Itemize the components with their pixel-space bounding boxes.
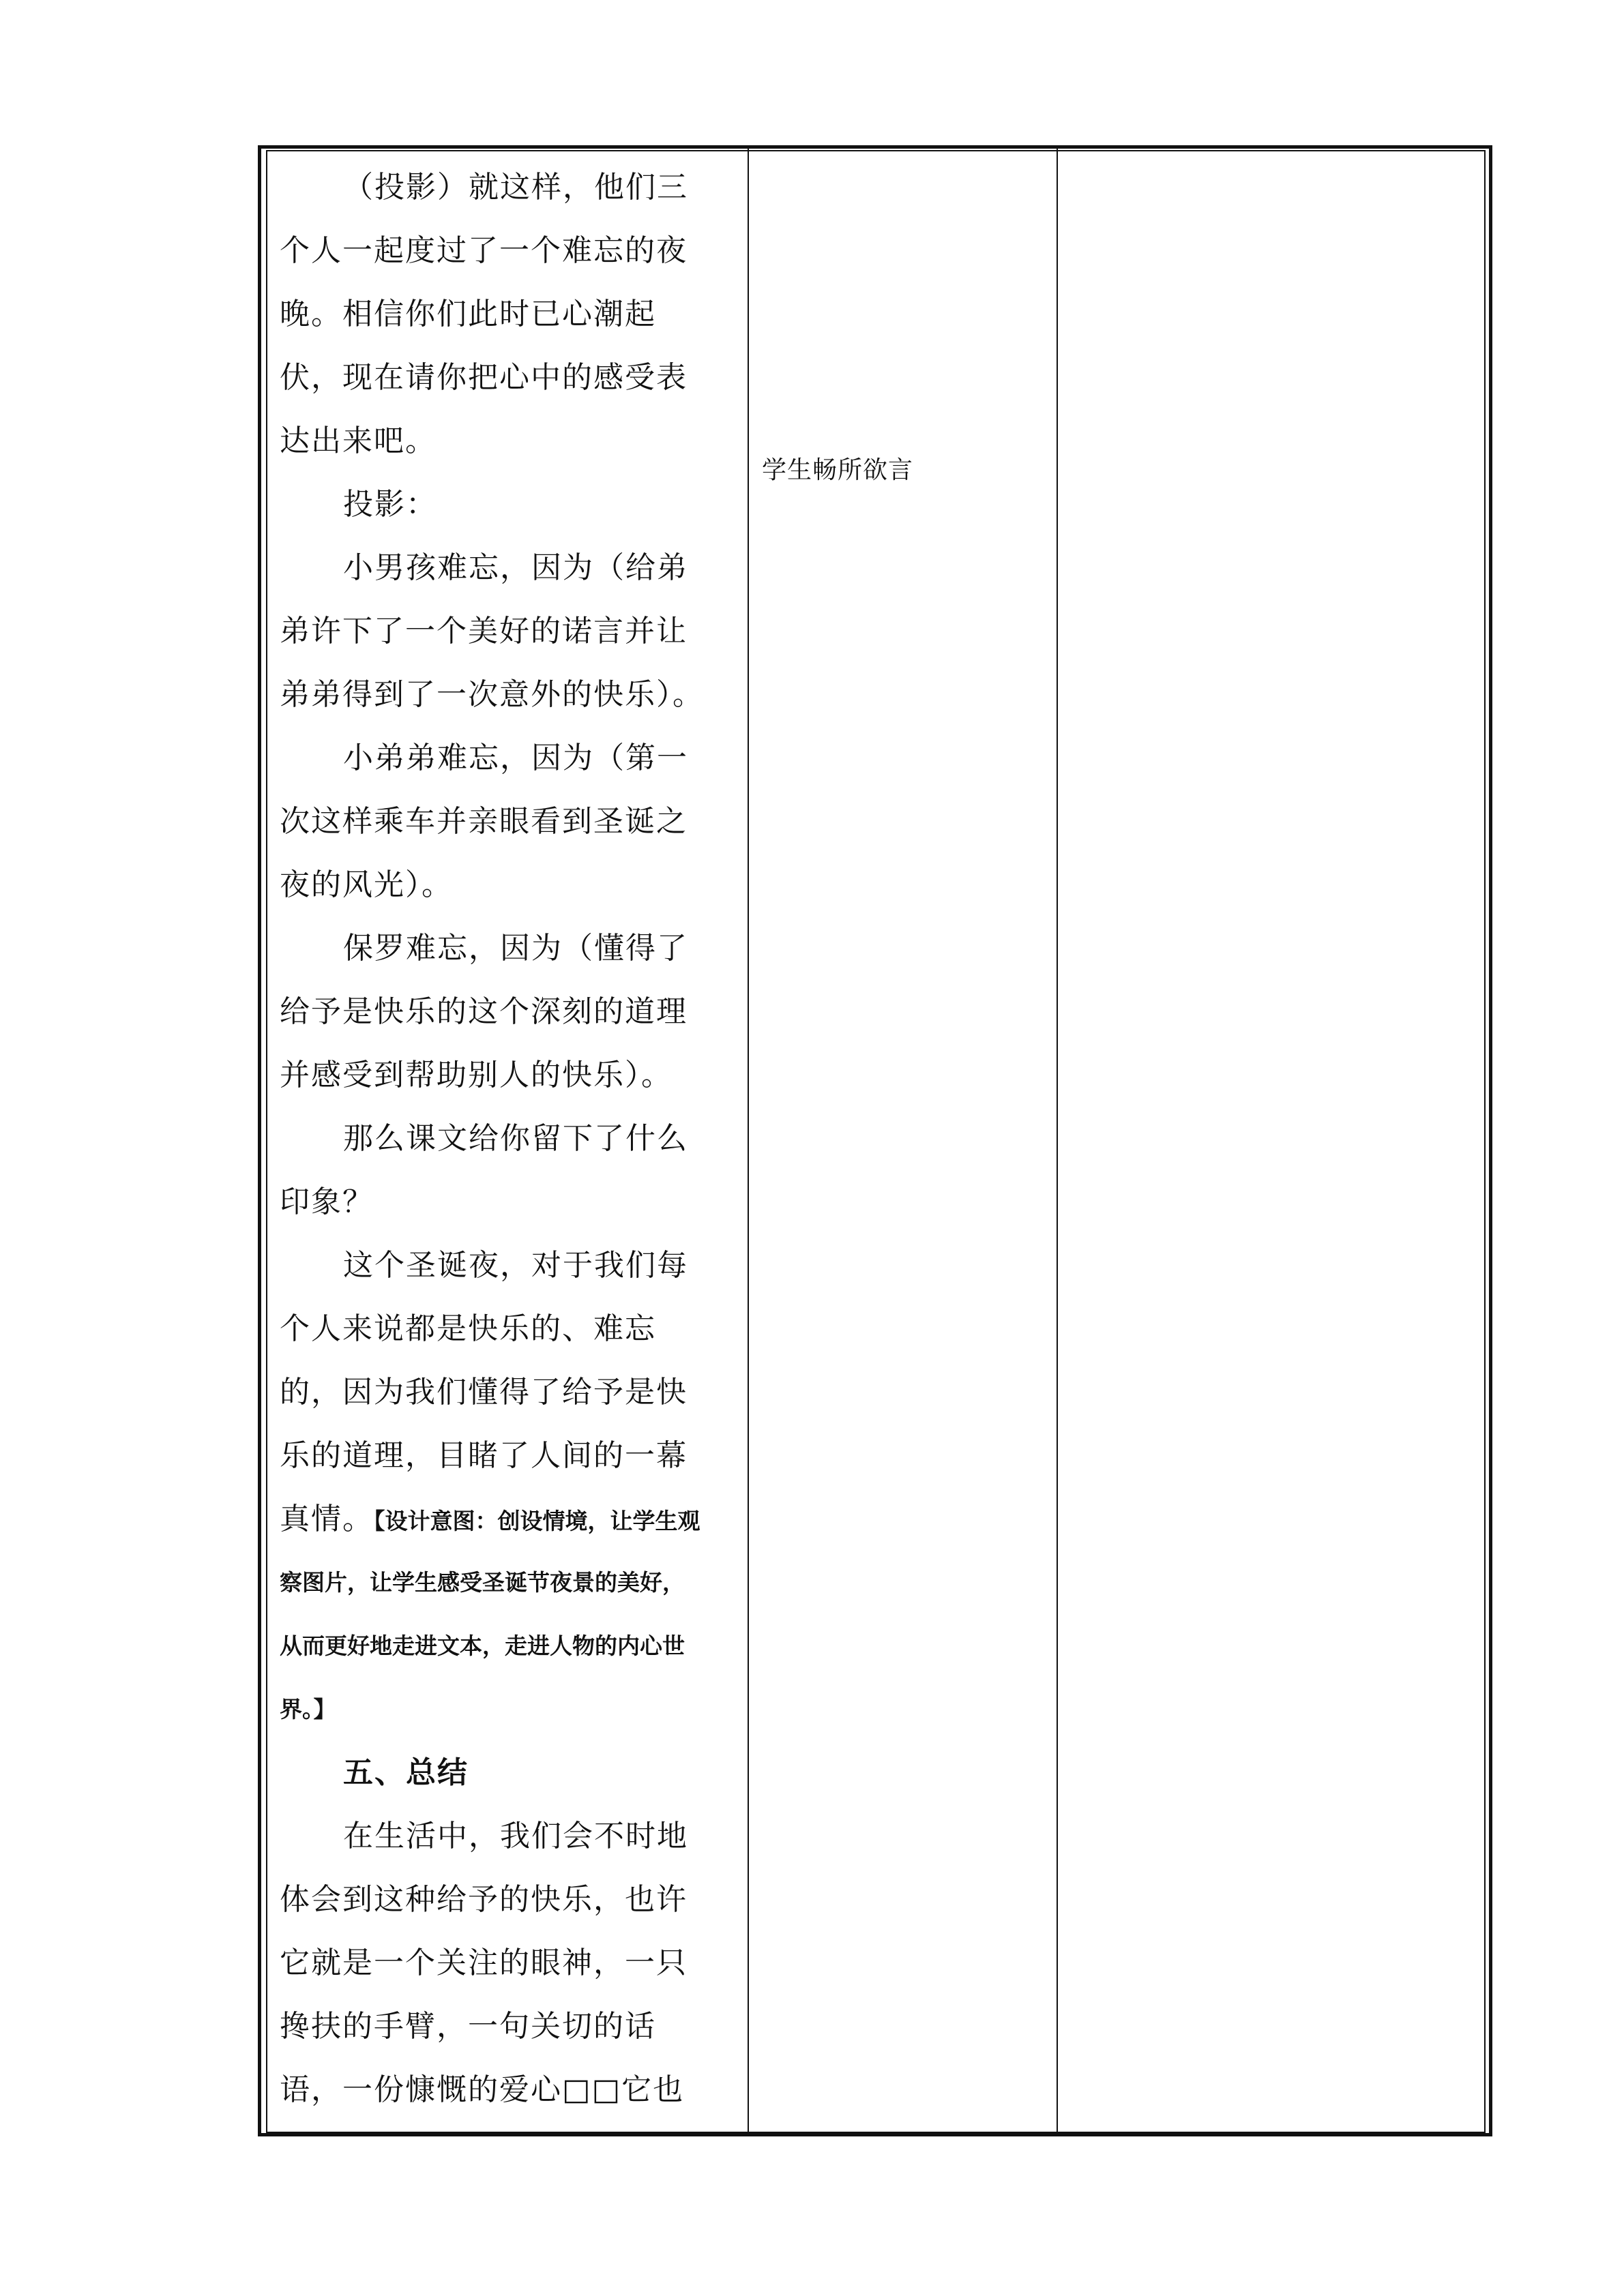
text-line: 乐的道理，目睹了人间的一幕 bbox=[280, 1438, 688, 1473]
text-line: 并感受到帮助别人的快乐）。 bbox=[280, 1058, 673, 1092]
design-intent-note: 【设计意图：创设情境，让学生观 bbox=[374, 1508, 700, 1534]
text-line: 印象？ bbox=[280, 1184, 374, 1219]
text-line: 体会到这种给予的快乐，也许 bbox=[280, 1882, 688, 1917]
text-line: 弟弟得到了一次意外的快乐）。 bbox=[280, 677, 704, 712]
text-line: （投影）就这样，他们三 bbox=[343, 170, 688, 205]
design-intent-note: 从而更好地走进文本，走进人物的内心世 bbox=[280, 1632, 685, 1659]
column-divider-1 bbox=[748, 145, 749, 2136]
text-line: 语，一份慷慨的爱心□□它也 bbox=[280, 2072, 685, 2107]
text-line: 夜的风光）。 bbox=[280, 867, 453, 902]
column-divider-2 bbox=[1057, 145, 1058, 2136]
text-line: 小弟弟难忘，因为（第一 bbox=[343, 741, 688, 775]
text-line: 保罗难忘，因为（懂得了 bbox=[343, 931, 688, 966]
text-line: 晚。相信你们此时已心潮起 bbox=[280, 297, 656, 331]
student-activity-column bbox=[762, 450, 913, 491]
text-line: 伏，现在请你把心中的感受表 bbox=[280, 360, 688, 395]
text-line: 的，因为我们懂得了给予是快 bbox=[280, 1375, 688, 1410]
design-intent-note: 察图片，让学生感受圣诞节夜景的美好， bbox=[280, 1569, 685, 1596]
text-line: 达出来吧。 bbox=[280, 423, 437, 458]
text-line: 次这样乘车并亲眼看到圣诞之 bbox=[280, 804, 688, 839]
text-line: 个人来说都是快乐的、难忘 bbox=[280, 1311, 656, 1346]
text-line: 搀扶的手臂，一句关切的话 bbox=[280, 2009, 656, 2044]
design-intent-note: 界。】 bbox=[280, 1696, 336, 1723]
text-fragment: 真情。 bbox=[280, 1502, 374, 1536]
text-line: 给予是快乐的这个深刻的道理 bbox=[280, 994, 688, 1029]
text-line: 弟许下了一个美好的诺言并让 bbox=[280, 614, 688, 648]
text-line-with-note bbox=[280, 1487, 741, 1551]
student-activity-text: 学生畅所欲言 bbox=[762, 456, 914, 484]
teacher-activity-column bbox=[280, 155, 741, 2121]
text-line: 小男孩难忘，因为（给弟 bbox=[343, 550, 688, 585]
text-line: 那么课文给你留下了什么 bbox=[343, 1121, 688, 1156]
text-line: 投影： bbox=[343, 487, 437, 522]
text-line: 个人一起度过了一个难忘的夜 bbox=[280, 233, 688, 268]
text-line: 在生活中，我们会不时地 bbox=[343, 1819, 688, 1853]
section-heading: 五、总结 bbox=[343, 1755, 469, 1790]
text-line: 它就是一个关注的眼神，一只 bbox=[280, 1945, 688, 1980]
text-line: 这个圣诞夜，对于我们每 bbox=[343, 1248, 688, 1283]
